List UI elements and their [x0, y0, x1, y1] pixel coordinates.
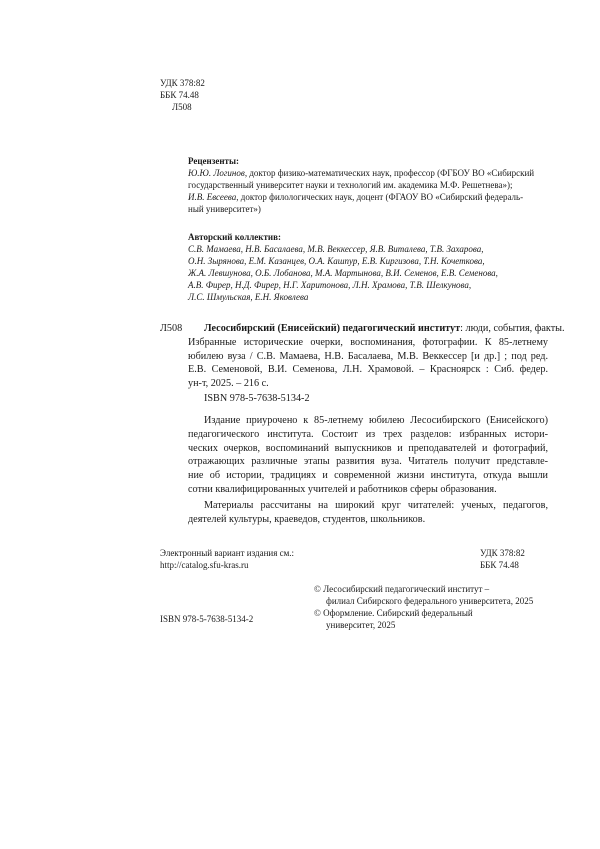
footer-codes: [480, 547, 525, 571]
authors-line: С.В. Мамаева, Н.В. Басалаева, М.В. Веккессер, Я.В. Виталева, Т.В. Захарова,: [188, 244, 484, 254]
reviewer-line: [188, 203, 558, 215]
annotation-line: деятелей культуры, краеведов, студентов, школьников.: [188, 513, 426, 525]
annotation-line: ческих очерков, воспоминаний выпускников и преподавателей и фотографий,: [188, 442, 548, 454]
authors-block: [188, 231, 558, 303]
annotation-line: ние об истории, традициях и современной жизни института, откуда вышли: [188, 470, 548, 482]
authors-line: О.Н. Зырянова, Е.М. Казанцев, О.А. Кашпур, Е.В. Киргизова, Т.Н. Кочеткова,: [188, 256, 485, 266]
copyright-block: [314, 583, 564, 631]
footer-isbn: ISBN 978-5-7638-5134-2: [160, 614, 254, 624]
reviewer-line: [188, 191, 558, 203]
electronic-version-block: [160, 547, 294, 571]
reviewer-text: , доктор филологических наук, доцент (ФГАОУ ВО «Сибирский федераль-: [236, 192, 524, 202]
bib-line: Избранные исторические очерки, воспоминания, фотографии. К 85-летнему: [188, 336, 548, 348]
annotation-line: Издание приурочено к 85-летнему юбилею Лесосибирского (Енисейского): [204, 415, 548, 426]
reviewer-text: ный университет»): [188, 204, 261, 214]
bib-line: Е.В. Семеновой, В.И. Семенова, Л.Н. Храмовой. – Красноярск : Сиб. федер.: [188, 364, 548, 376]
authors-line: Л.С. Шмульская, Е.Н. Яковлева: [188, 292, 309, 302]
reviewer-line: [188, 167, 558, 179]
copyright-line: филиал Сибирского федерального университета, 2025: [326, 596, 534, 606]
annotation-line: педагогического института. Состоит из трех разделов: избранных истори-: [188, 428, 548, 440]
annotation-line: отражающих различные этапы развития вуза. Читатель получит представле-: [188, 456, 548, 468]
reviewer-text: государственный университет науки и технологий им. академика М.Ф. Решетнева»);: [188, 180, 513, 190]
bib-isbn: ISBN 978-5-7638-5134-2: [204, 393, 310, 404]
annotation-line: Материалы рассчитаны на широкий круг читателей: ученых, педагогов,: [204, 499, 548, 511]
catalog-url[interactable]: http://catalog.sfu-kras.ru: [160, 560, 249, 570]
footer-bbk: ББК 74.48: [480, 560, 519, 570]
author-mark: Л508: [172, 102, 192, 112]
classification-block: [160, 77, 205, 113]
reviewer-text: , доктор физико-математических наук, профессор (ФГБОУ ВО «Сибирский: [244, 168, 535, 178]
udk-code: УДК 378:82: [160, 78, 205, 88]
reviewers-heading: Рецензенты:: [188, 156, 239, 166]
bbk-code: ББК 74.48: [160, 90, 199, 100]
bib-title: Лесосибирский (Енисейский) педагогический институт: [204, 323, 461, 334]
authors-line: А.В. Фирер, Н.Д. Фирер, Н.Г. Харитонова, Л.Н. Храмова, Т.В. Шелкунова,: [188, 280, 472, 290]
bib-line: ун-т, 2025. – 216 с.: [188, 378, 269, 390]
reviewer-name: И.В. Евсеева: [188, 192, 237, 202]
bib-code: Л508: [160, 323, 183, 334]
footer-udk: УДК 378:82: [480, 548, 525, 558]
authors-heading: Авторский коллектив:: [188, 232, 281, 242]
bib-line: юбилею вуза / С.В. Мамаева, Н.В. Басалаева, М.В. Веккессер [и др.] ; под ред.: [188, 350, 548, 362]
annotation-line: сотни квалифицированных учителей и работников сферы образования.: [188, 483, 497, 495]
bib-description: [188, 322, 565, 391]
bib-title-rest: : люди, события, факты.: [460, 323, 565, 334]
reviewer-line: [188, 179, 558, 191]
reviewer-name: Ю.Ю. Логинов: [188, 168, 245, 178]
bib-title-line: [188, 322, 565, 336]
authors-line: Ж.А. Левшунова, О.Б. Лобанова, М.А. Мартынова, В.И. Семенов, Е.В. Семенова,: [188, 268, 498, 278]
electronic-label: Электронный вариант издания см.:: [160, 548, 295, 558]
copyright-line: © Оформление. Сибирский федеральный: [314, 608, 473, 618]
copyright-line: университет, 2025: [326, 620, 396, 630]
copyright-line: © Лесосибирский педагогический институт –: [314, 584, 490, 594]
reviewers-block: [188, 155, 558, 215]
annotation-block: [188, 414, 548, 526]
